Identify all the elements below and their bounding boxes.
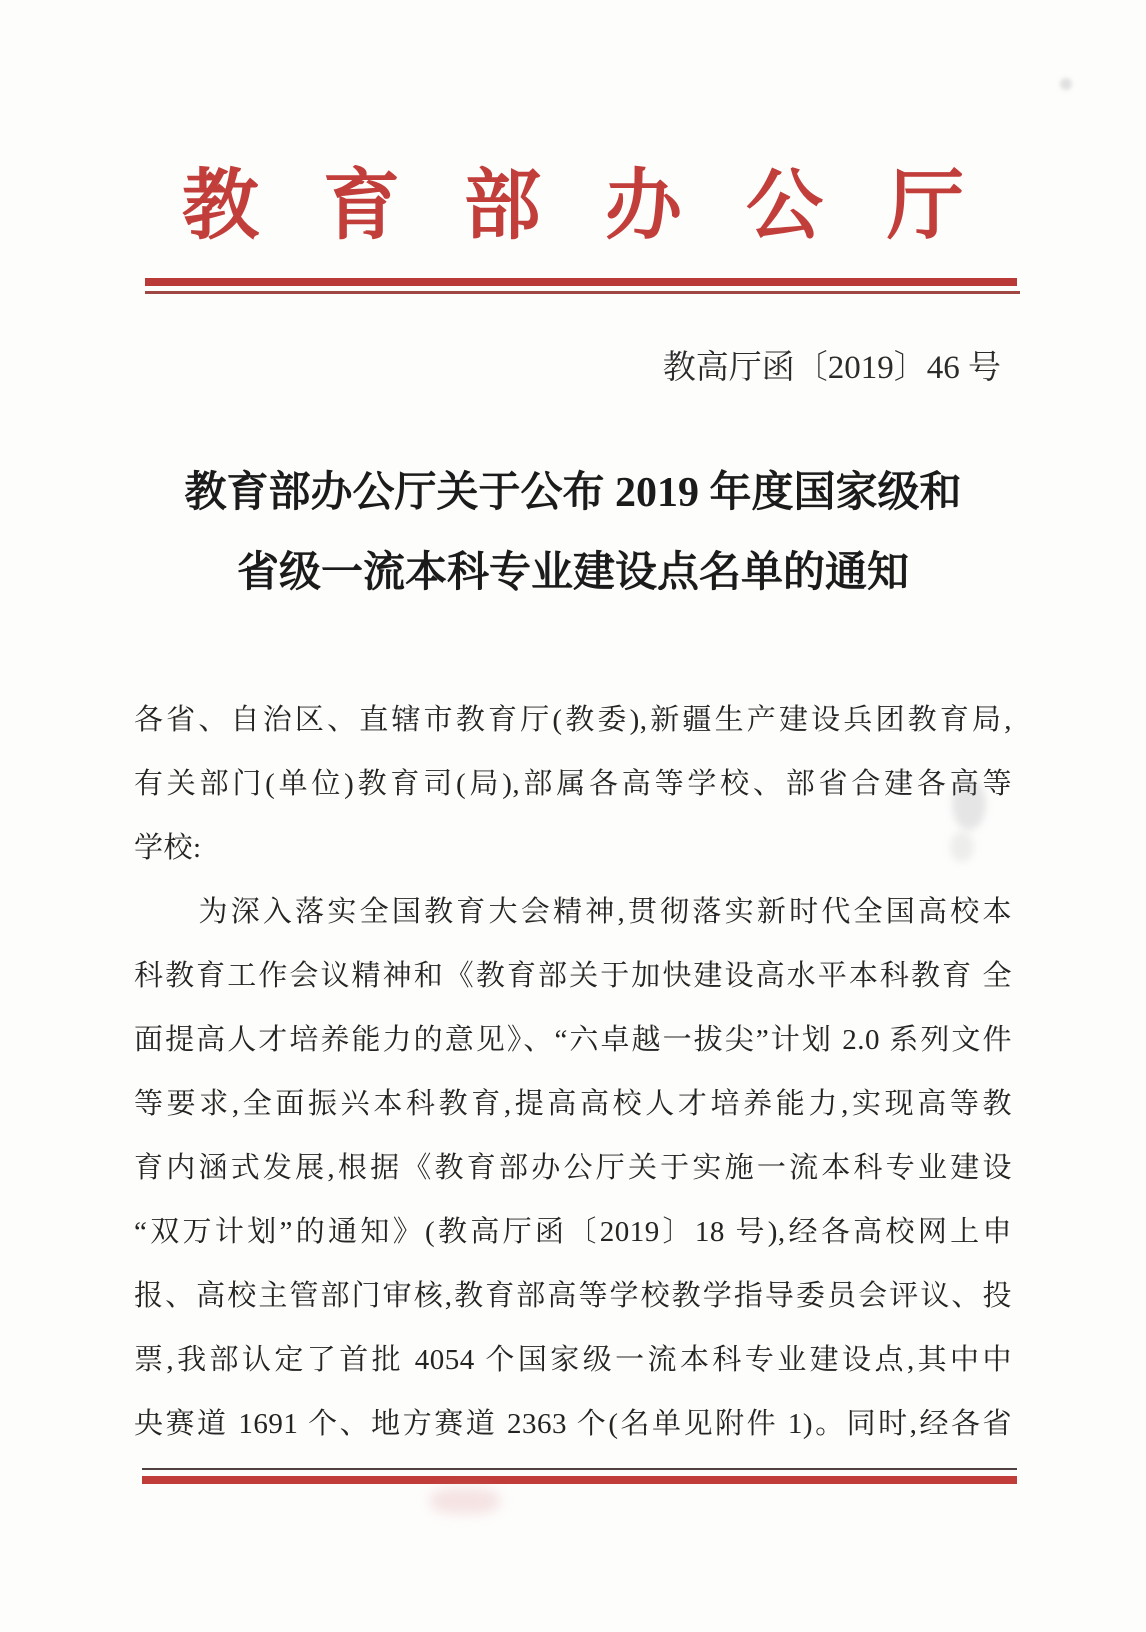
doc-title-line-2: 省级一流本科专业建设点名单的通知 [236, 550, 909, 596]
scan-smudge [950, 832, 974, 862]
scan-smudge [430, 1488, 500, 1514]
doc-title-line-1: 教育部办公厅关于公布 2019 年度国家级和 [184, 470, 962, 516]
footer-rule [142, 1468, 1017, 1484]
footer-rule-thin [142, 1468, 1017, 1470]
footer-rule-thick [142, 1476, 1017, 1484]
doc-number: 教高厅函〔2019〕46 号 [662, 350, 1001, 386]
body-text [134, 688, 1012, 1456]
scan-smudge [952, 778, 986, 830]
body-line: 面提高人才培养能力的意见》、“六卓越一拔尖”计划 2.0 系列文件 [134, 1024, 1012, 1056]
doc-title [0, 453, 1146, 613]
body-line: 有关部门(单位)教育司(局),部属各高等学校、部省合建各高等 [134, 768, 1012, 800]
body-line: 央赛道 1691 个、地方赛道 2363 个(名单见附件 1)。同时,经各省 [134, 1408, 1012, 1440]
letterhead-title [0, 156, 1146, 256]
body-line: 票,我部认定了首批 4054 个国家级一流本科专业建设点,其中中 [134, 1344, 1012, 1376]
letterhead-text: 教育部办公厅 [182, 163, 1028, 249]
body-line: 学校: [134, 832, 202, 864]
body-line: 科教育工作会议精神和《教育部关于加快建设高水平本科教育 全 [134, 960, 1012, 992]
scan-smudge [1060, 78, 1072, 90]
body-line: “双万计划”的通知》(教高厅函〔2019〕18 号),经各高校网上申 [134, 1216, 1012, 1248]
header-rule [145, 278, 1017, 294]
body-line: 各省、自治区、直辖市教育厅(教委),新疆生产建设兵团教育局, [134, 704, 1012, 736]
header-rule-thick [145, 278, 1017, 286]
body-line: 报、高校主管部门审核,教育部高等学校教学指导委员会评议、投 [134, 1280, 1012, 1312]
body-line: 为深入落实全国教育大会精神,贯彻落实新时代全国高校本 [134, 896, 1012, 928]
header-rule-thin [145, 291, 1020, 294]
body-line: 育内涵式发展,根据《教育部办公厅关于实施一流本科专业建设 [134, 1152, 1012, 1184]
body-line: 等要求,全面振兴本科教育,提高高校人才培养能力,实现高等教 [134, 1088, 1012, 1120]
